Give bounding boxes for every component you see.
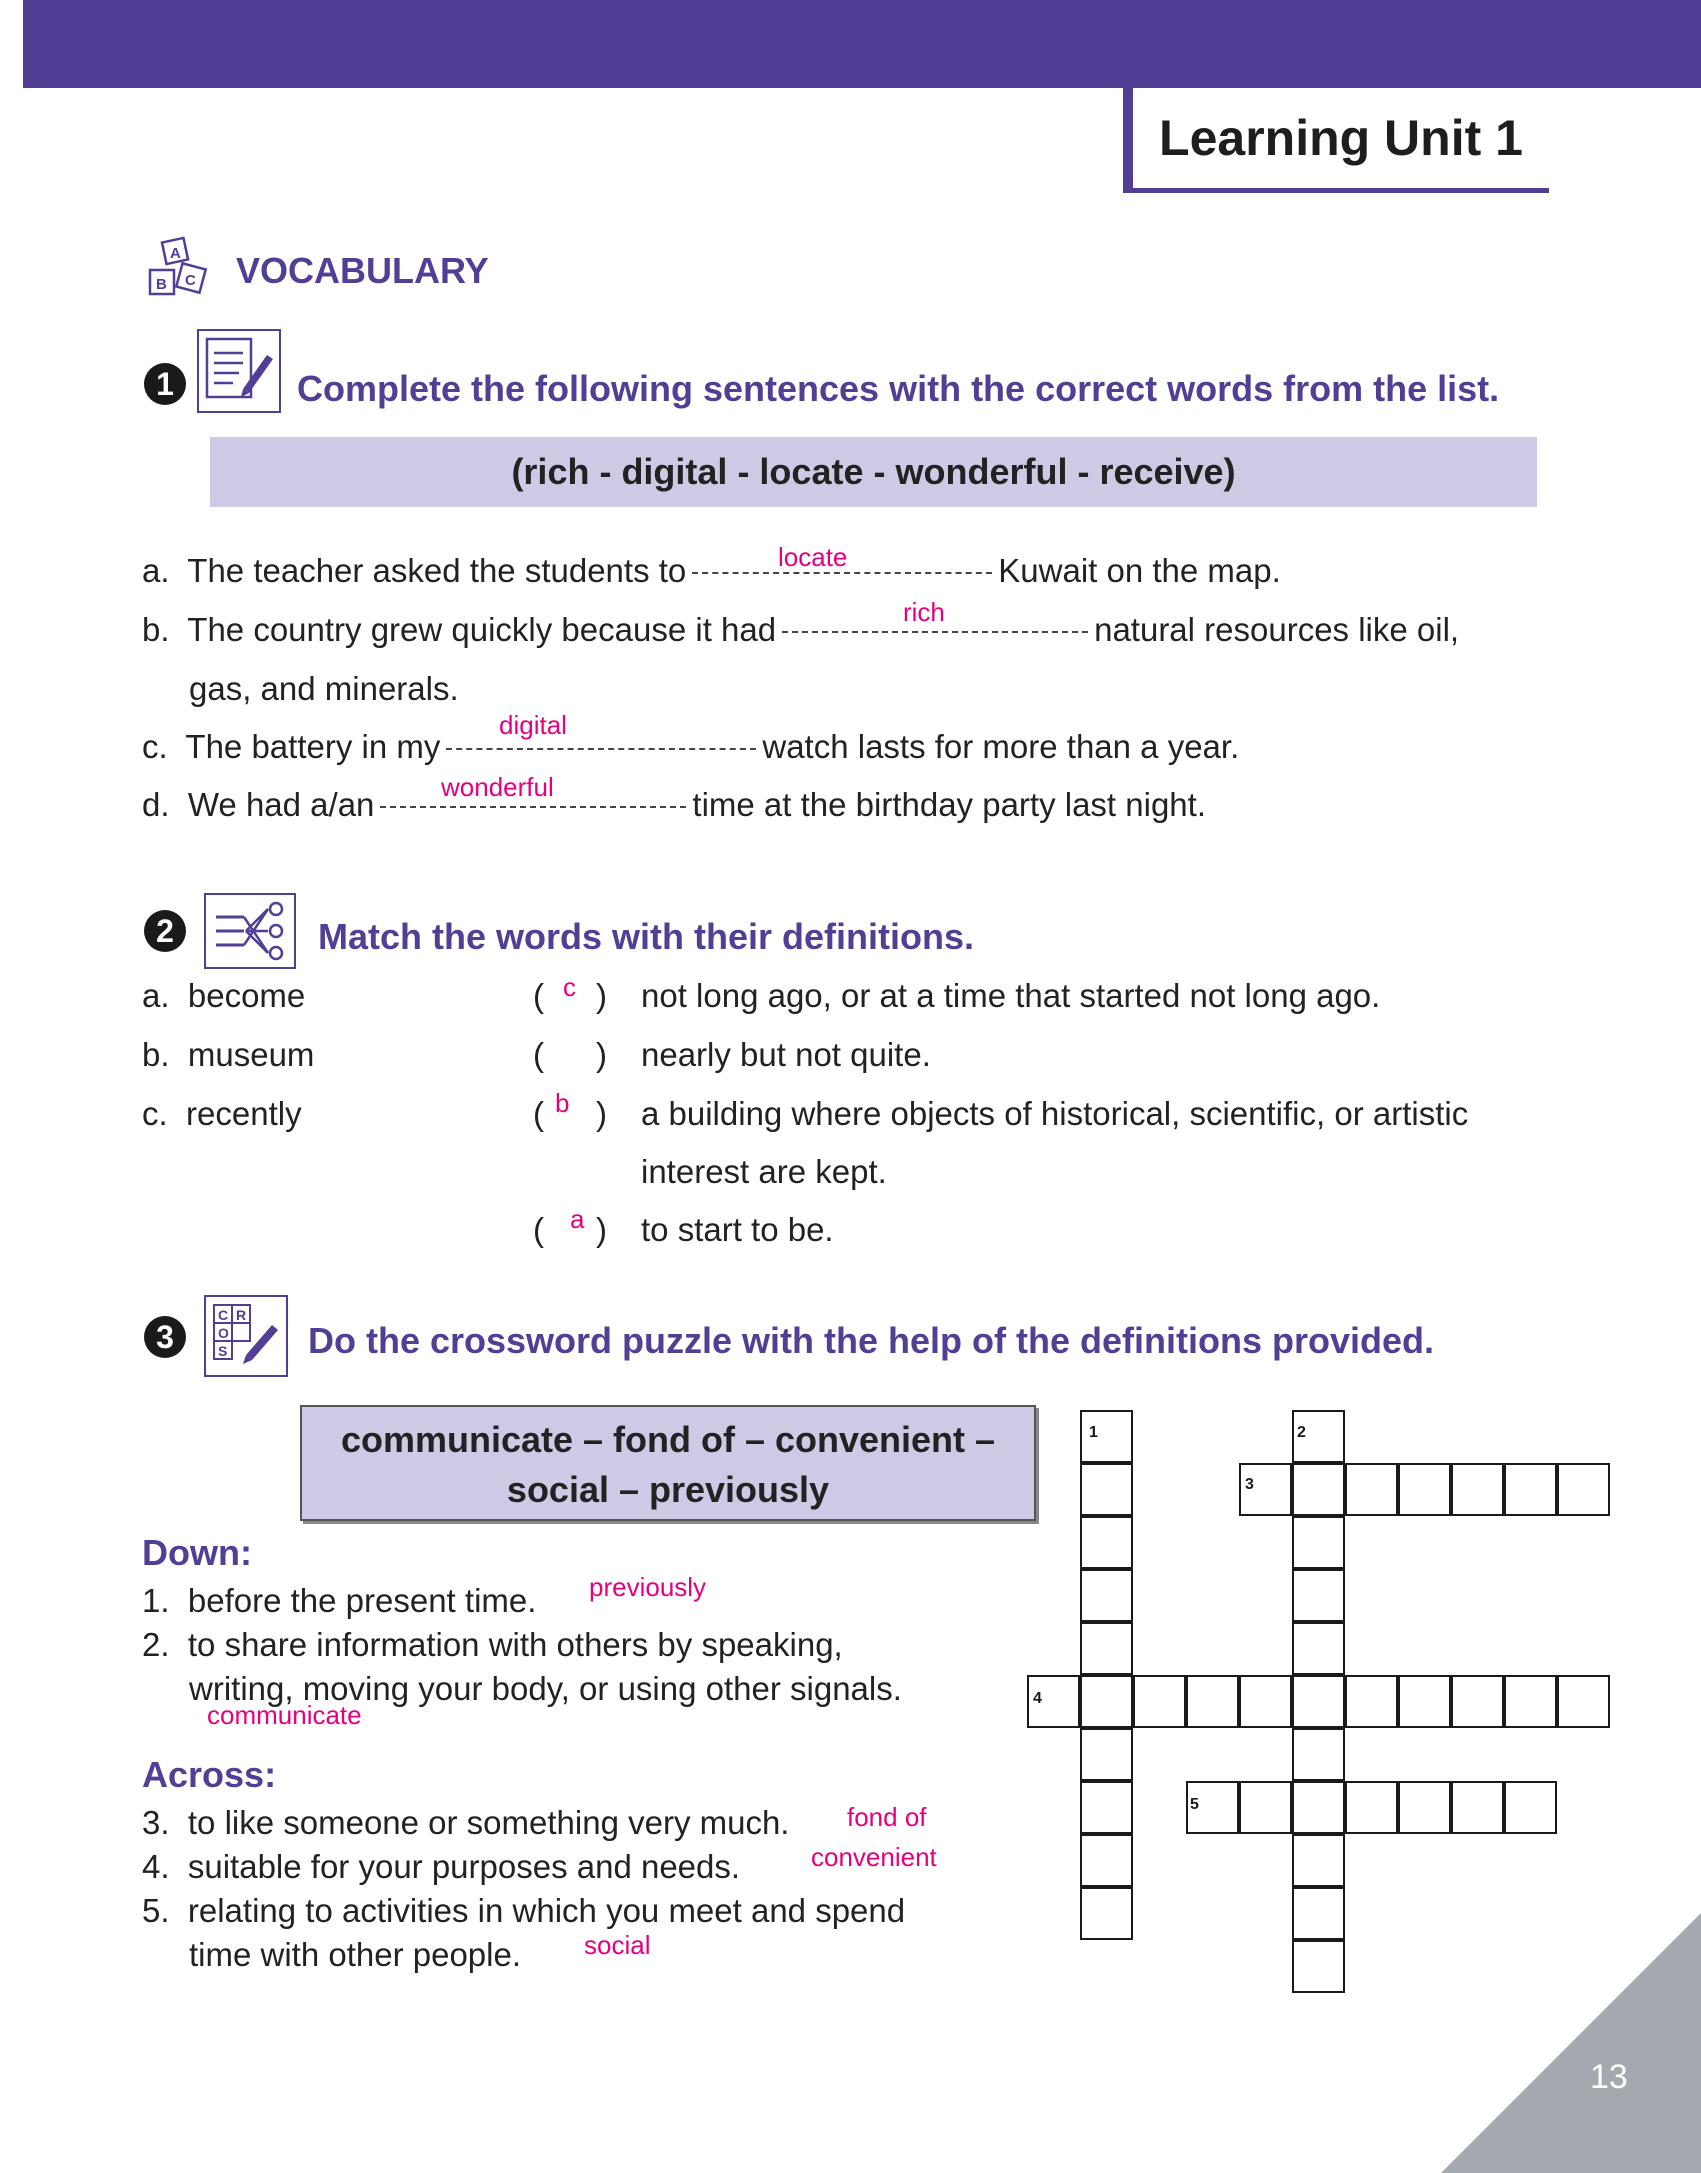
exercise-2-instruction: Match the words with their definitions. [318, 916, 975, 957]
crossword-cell[interactable] [1292, 1622, 1345, 1675]
block-letter-a: A [170, 245, 181, 262]
down-label: Down: [142, 1532, 252, 1573]
crossword-cell[interactable] [1345, 1781, 1398, 1834]
crossword-cell[interactable] [1345, 1675, 1398, 1728]
answer-blank[interactable] [380, 806, 686, 808]
sentence-b-continuation: gas, and minerals. [189, 670, 459, 707]
crossword-cell[interactable] [1292, 1516, 1345, 1569]
crossword-cell[interactable] [1398, 1463, 1451, 1516]
crossword-cell[interactable] [1557, 1463, 1610, 1516]
definition-3: a building where objects of historical, scientific, or artistic [641, 1095, 1469, 1132]
definition-1: not long ago, or at a time that started not long ago. [641, 977, 1381, 1014]
definition-4: to start to be. [641, 1211, 834, 1248]
crossword-cell[interactable] [1504, 1463, 1557, 1516]
match-arrows-icon [204, 893, 296, 969]
paren-close: ) [596, 1095, 607, 1132]
paren-close: ) [596, 1211, 607, 1248]
crossword-cell[interactable] [1080, 1887, 1133, 1940]
crossword-cell[interactable] [1345, 1463, 1398, 1516]
grid-number-3: 3 [1245, 1476, 1254, 1493]
down-clue-2-continuation: writing, moving your body, or using other signals. [189, 1670, 902, 1707]
block-letter-c: C [185, 272, 196, 289]
crossword-cell[interactable] [1080, 1516, 1133, 1569]
crossword-cell[interactable] [1133, 1675, 1186, 1728]
crossword-cell[interactable] [1292, 1463, 1345, 1516]
grid-number-2: 2 [1297, 1424, 1306, 1441]
answer-c: digital [499, 710, 567, 740]
exercise-3-number: 3 [144, 1316, 186, 1358]
word-box-line-1: communicate – fond of – convenient – [340, 1419, 996, 1460]
match-word-c: c. recently [142, 1095, 302, 1132]
crossword-cell[interactable] [1292, 1940, 1345, 1993]
paren-close: ) [596, 977, 607, 1014]
word-list: (rich - digital - locate - wonderful - receive) [210, 437, 1537, 507]
crossword-cell[interactable] [1292, 1834, 1345, 1887]
crossword-cell[interactable] [1504, 1781, 1557, 1834]
exercise-2-number: 2 [144, 910, 186, 952]
answer-blank[interactable] [446, 748, 756, 750]
down-clue-1: 1. before the present time. [142, 1582, 537, 1619]
crossword-cell[interactable] [1080, 1463, 1133, 1516]
crossword-cell[interactable] [1292, 1569, 1345, 1622]
crossword-cell[interactable] [1398, 1781, 1451, 1834]
crossword-cell[interactable] [1292, 1781, 1345, 1834]
answer-a: locate [778, 542, 848, 572]
answer-blank[interactable] [782, 631, 1088, 633]
match-answer-4[interactable]: a [570, 1204, 585, 1234]
answer-d: wonderful [441, 772, 554, 802]
crossword-cell[interactable] [1239, 1675, 1292, 1728]
icon-letter: O [218, 1325, 229, 1341]
crossword-cell[interactable] [1292, 1675, 1345, 1728]
match-word-a: a. become [142, 977, 306, 1014]
icon-letter: S [218, 1343, 228, 1359]
page-corner [1441, 1913, 1701, 2173]
paren-close: ) [596, 1036, 607, 1073]
crossword-cell[interactable] [1451, 1675, 1504, 1728]
down-answer-2: communicate [207, 1700, 362, 1730]
worksheet-pencil-icon [197, 329, 281, 413]
abc-blocks-icon [146, 236, 216, 304]
definition-3-continuation: interest are kept. [641, 1153, 887, 1190]
across-answer-3: fond of [847, 1802, 927, 1832]
page-number: 13 [1590, 2058, 1628, 2096]
sentence-d: d. We had a/an time at the birthday party last night. [142, 786, 1207, 823]
crossword-cell[interactable] [1080, 1834, 1133, 1887]
across-label: Across: [142, 1754, 277, 1795]
crossword-cell[interactable] [1451, 1463, 1504, 1516]
crossword-cell[interactable] [1080, 1728, 1133, 1781]
block-letter-b: B [156, 276, 167, 293]
crossword-cell[interactable] [1292, 1887, 1345, 1940]
sentence-b: b. The country grew quickly because it had natural resources like oil, [142, 611, 1460, 648]
across-answer-5: social [584, 1930, 651, 1960]
crossword-pencil-icon [204, 1295, 288, 1377]
answer-b: rich [903, 597, 945, 627]
exercise-1-instruction: Complete the following sentences with the correct words from the list. [297, 368, 1500, 409]
crossword-cell[interactable] [1451, 1781, 1504, 1834]
header-bar [23, 0, 1701, 88]
down-answer-1: previously [589, 1572, 707, 1602]
across-answer-4: convenient [811, 1842, 937, 1872]
crossword-cell[interactable] [1292, 1728, 1345, 1781]
across-clue-4: 4. suitable for your purposes and needs. [142, 1848, 741, 1885]
crossword-cell[interactable] [1080, 1622, 1133, 1675]
crossword-cell[interactable] [1504, 1675, 1557, 1728]
crossword-cell[interactable] [1080, 1410, 1133, 1463]
grid-number-5: 5 [1190, 1796, 1199, 1813]
crossword-cell[interactable] [1398, 1675, 1451, 1728]
match-answer-1[interactable]: c [563, 972, 576, 1002]
section-title: VOCABULARY [236, 250, 489, 291]
match-word-b: b. museum [142, 1036, 315, 1073]
unit-title: Learning Unit 1 [1133, 88, 1549, 188]
paren-open: ( [533, 1036, 544, 1073]
exercise-1-number: 1 [144, 363, 186, 405]
crossword-cell[interactable] [1080, 1569, 1133, 1622]
crossword-word-box [300, 1405, 1036, 1521]
sentence-c: c. The battery in my watch lasts for more than a year. [142, 728, 1240, 765]
across-clue-5: 5. relating to activities in which you meet and spend [142, 1892, 906, 1929]
crossword-cell[interactable] [1239, 1781, 1292, 1834]
word-box-line-2: social – previously [506, 1469, 830, 1510]
paren-open: ( [533, 977, 544, 1014]
definition-2: nearly but not quite. [641, 1036, 931, 1073]
exercise-3-instruction: Do the crossword puzzle with the help of the definitions provided. [308, 1320, 1435, 1361]
grid-number-4: 4 [1033, 1690, 1042, 1707]
crossword-cell[interactable] [1080, 1781, 1133, 1834]
crossword-cell[interactable] [1557, 1675, 1610, 1728]
icon-letter: C [218, 1307, 229, 1323]
crossword-cell[interactable] [1186, 1675, 1239, 1728]
across-clue-3: 3. to like someone or something very much. [142, 1804, 790, 1841]
paren-open: ( [533, 1095, 544, 1132]
sentence-a: a. The teacher asked the students to Kuwait on the map. [142, 552, 1281, 589]
down-clue-2: 2. to share information with others by speaking, [142, 1626, 843, 1663]
across-clue-5-continuation: time with other people. [189, 1936, 522, 1973]
grid-number-1: 1 [1089, 1424, 1098, 1441]
icon-letter: R [236, 1307, 247, 1323]
paren-open: ( [533, 1211, 544, 1248]
match-answer-3[interactable]: b [555, 1088, 570, 1118]
crossword-cell[interactable] [1080, 1675, 1133, 1728]
